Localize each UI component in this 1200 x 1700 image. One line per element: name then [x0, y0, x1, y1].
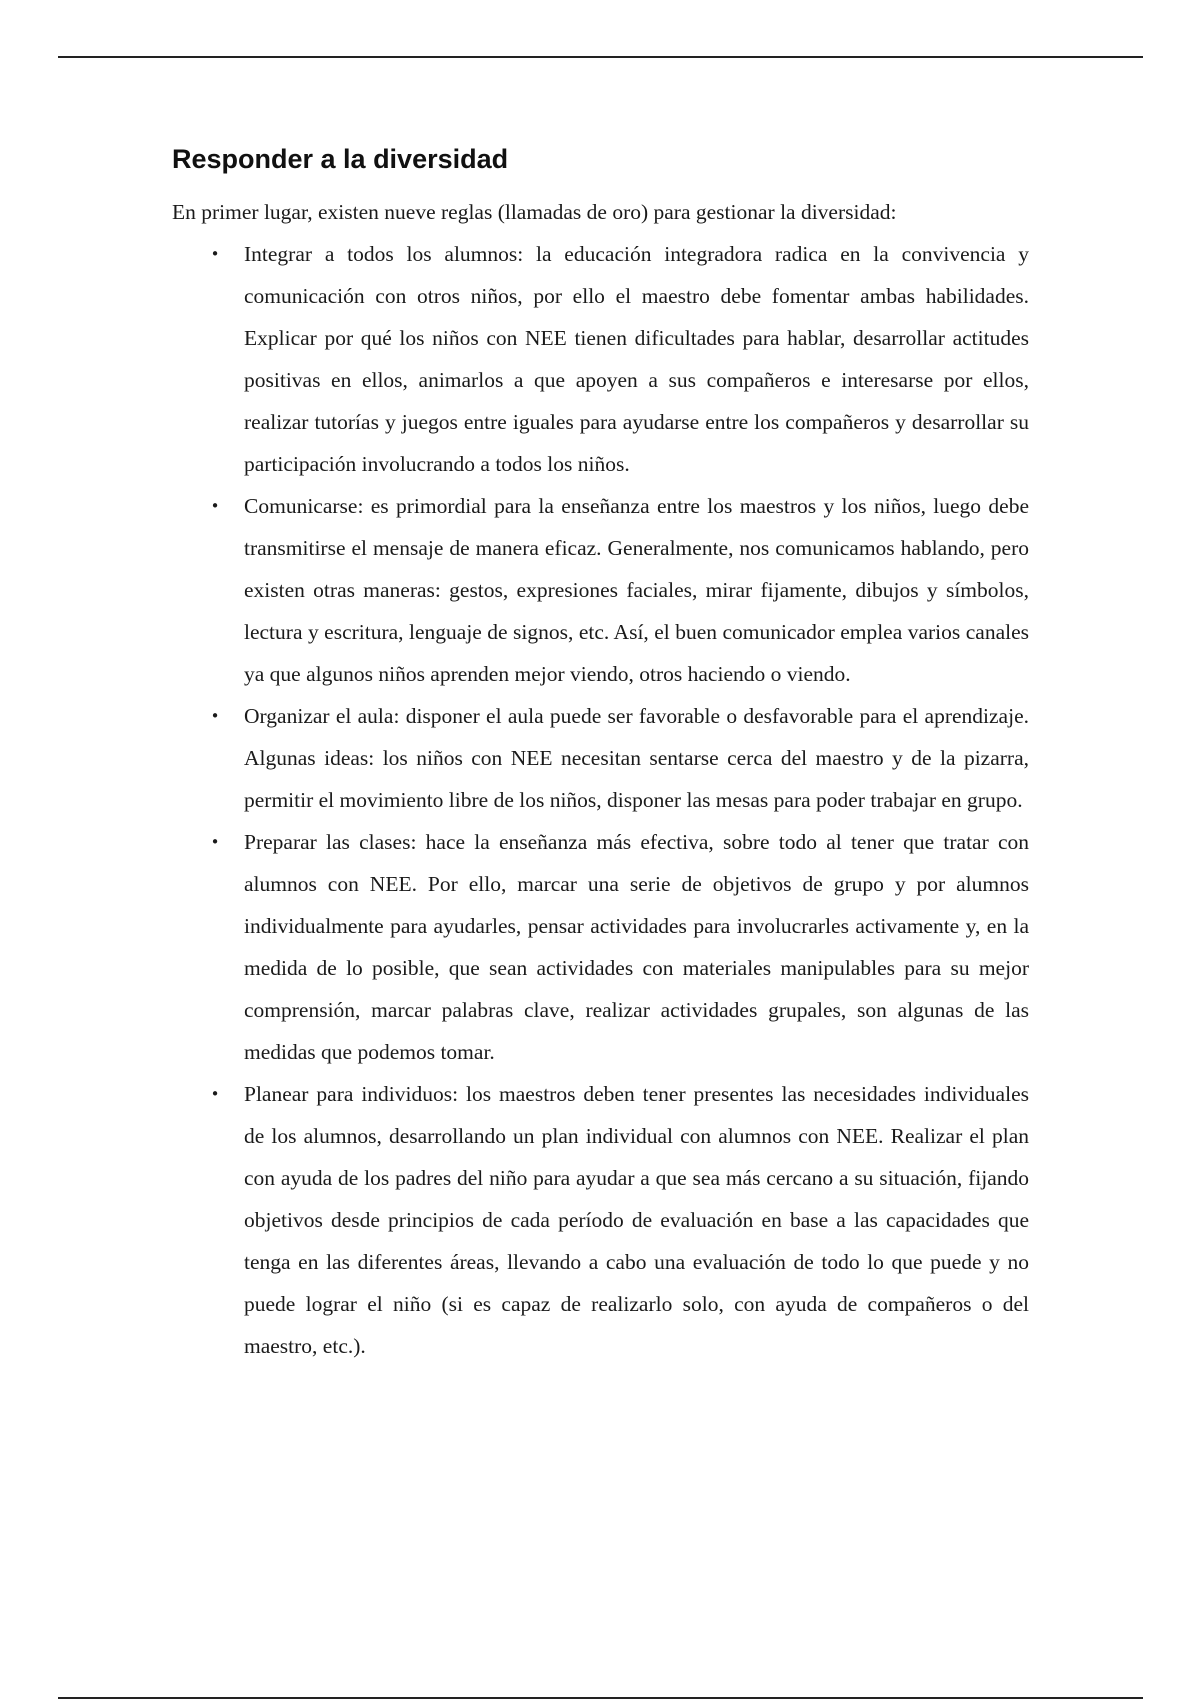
- intro-paragraph: En primer lugar, existen nueve reglas (llamadas de oro) para gestionar la diversidad:: [172, 200, 897, 224]
- list-item-text: Organizar el aula: disponer el aula puede ser favorable o desfavorable para el aprendizaje. Algunas ideas: los niños con NEE necesitan sentarse cerca del maestro y de la pizarra, permitir el movimiento libre de los niños, disponer las mesas para poder trabajar en grupo.: [244, 704, 1029, 812]
- list-item-text: Preparar las clases: hace la enseñanza más efectiva, sobre todo al tener que tratar con alumnos con NEE. Por ello, marcar una serie de objetivos de grupo y por alumnos individualmente para ayudarles, pensar actividades para involucrarles activamente y, en la medida de lo posible, que sean actividades con materiales manipulables para su mejor comprensión, marcar palabras clave, realizar actividades grupales, son algunas de las medidas que podemos tomar.: [244, 830, 1029, 1064]
- list-item: [172, 233, 1029, 485]
- list-item: [172, 485, 1029, 695]
- bullet-icon: •: [210, 497, 220, 515]
- list-item-text: Comunicarse: es primordial para la enseñanza entre los maestros y los niños, luego debe transmitirse el mensaje de manera eficaz. Generalmente, nos comunicamos hablando, pero existen otras maneras: gestos, expresiones faciales, mirar fijamente, dibujos y símbolos, lectura y escritura, lenguaje de signos, etc. Así, el buen comunicador emplea varios canales ya que algunos niños aprenden mejor viendo, otros haciendo o viendo.: [244, 494, 1029, 686]
- section-heading: Responder a la diversidad: [172, 144, 509, 174]
- bullet-icon: •: [210, 707, 220, 725]
- list-item-text: Integrar a todos los alumnos: la educación integradora radica en la convivencia y comunicación con otros niños, por ello el maestro debe fomentar ambas habilidades. Explicar por qué los niños con NEE tienen dificultades para hablar, desarrollar actitudes positivas en ellos, animarlos a que apoyen a sus compañeros e interesarse por ellos, realizar tutorías y juegos entre iguales para ayudarse entre los compañeros y desarrollar su participación involucrando a todos los niños.: [244, 242, 1029, 476]
- bullet-icon: •: [210, 245, 220, 263]
- document-body: [172, 137, 1029, 1367]
- list-item: [172, 821, 1029, 1073]
- page-footer-rule: [58, 1697, 1143, 1699]
- bullet-icon: •: [210, 833, 220, 851]
- list-item: [172, 1073, 1029, 1367]
- rules-list: [172, 233, 1029, 1367]
- list-item: [172, 695, 1029, 821]
- bullet-icon: •: [210, 1085, 220, 1103]
- page-header-rule: [58, 56, 1143, 58]
- list-item-text: Planear para individuos: los maestros deben tener presentes las necesidades individuales de los alumnos, desarrollando un plan individual con alumnos con NEE. Realizar el plan con ayuda de los padres del niño para ayudar a que sea más cercano a su situación, fijando objetivos desde principios de cada período de evaluación en base a las capacidades que tenga en las diferentes áreas, llevando a cabo una evaluación de todo lo que puede y no puede lograr el niño (si es capaz de realizarlo solo, con ayuda de compañeros o del maestro, etc.).: [244, 1082, 1029, 1358]
